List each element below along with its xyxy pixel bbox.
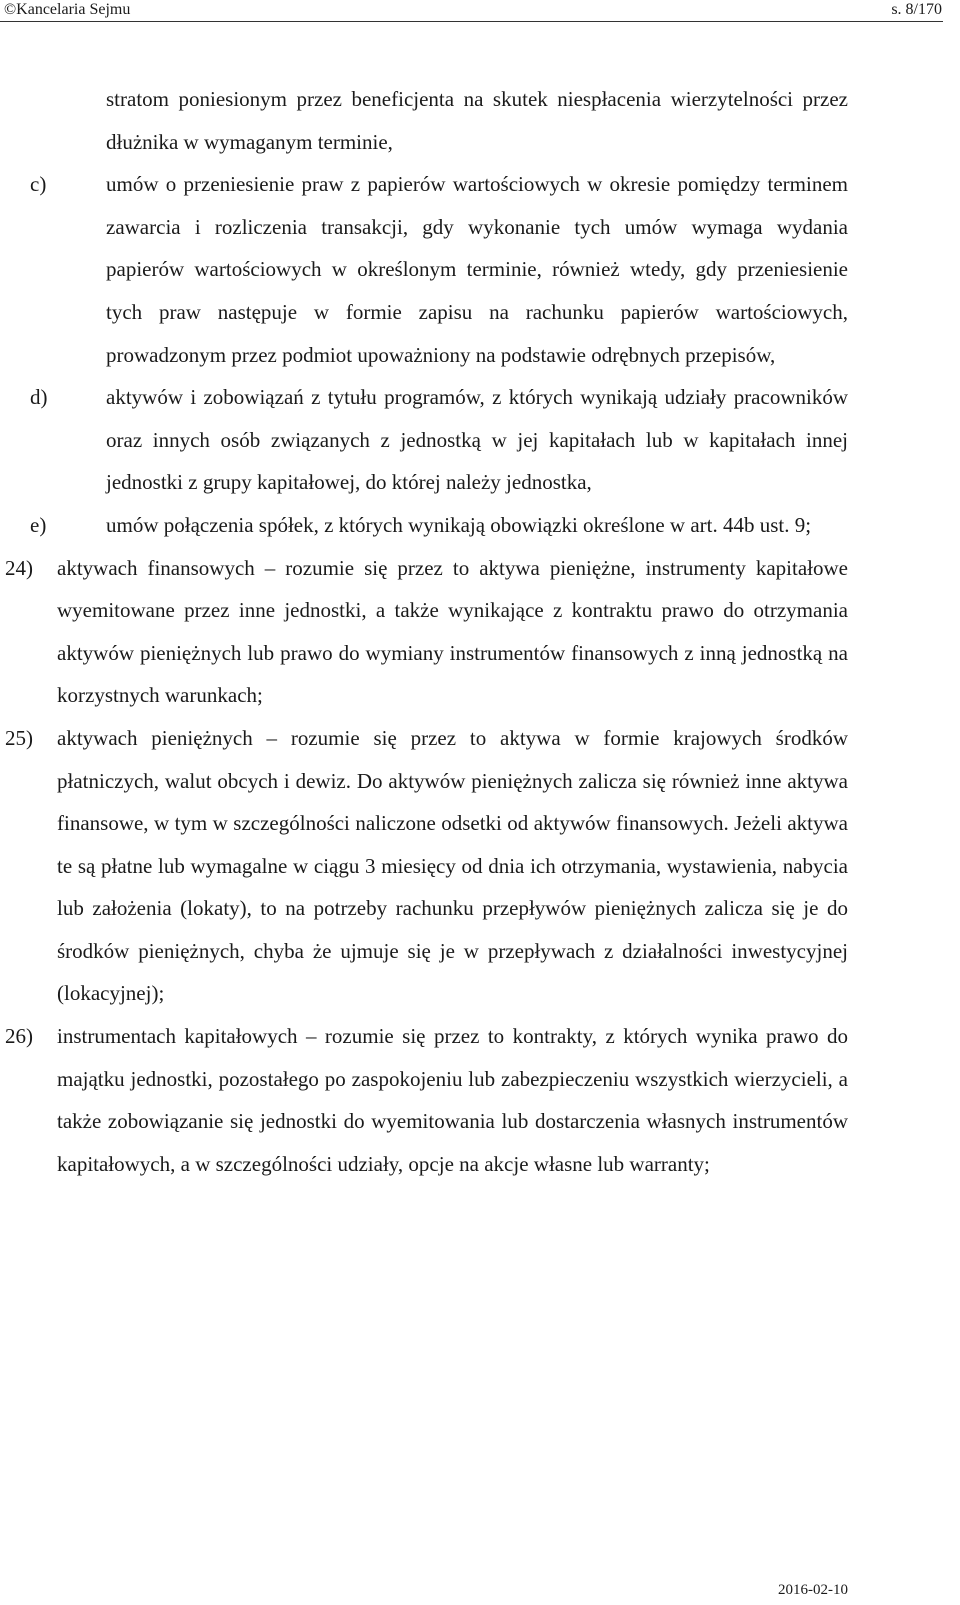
definition-item-24	[5, 547, 848, 717]
footer-date: 2016-02-10	[778, 1582, 848, 1598]
definition-text: aktywach pieniężnych – rozumie się przez to aktywa w formie krajowych środków płatniczych, walut obcych i dewiz. Do aktywów pieniężnych zalicza się również inne aktywa finansowe, w tym w szczególności naliczone odsetki od aktywów finansowych. Jeżeli aktywa te są płatne lub wymagalne w ciągu 3 miesięcy od dnia ich otrzymania, wystawienia, nabycia lub założenia (lokaty), to na potrzeby rachunku przepływów pieniężnych zalicza się je do środków pieniężnych, chyba że ujmuje się je w przepływach z działalności inwestycyjnej (lokacyjnej);	[57, 725, 848, 1006]
header-source: ©Kancelaria Sejmu	[4, 1, 131, 18]
sub-item-label: e)	[30, 512, 47, 537]
sub-item-label: c)	[30, 172, 47, 197]
header-page-number: s. 8/170	[891, 1, 942, 18]
definition-number: 26)	[5, 1024, 33, 1049]
sub-item-text: aktywów i zobowiązań z tytułu programów, z których wynikają udziały pracowników oraz innych osób związanych z jednostką w jej kapitałach lub w kapitałach innej jednostki z grupy kapitałowej, do której należy jednostka,	[106, 385, 848, 495]
header-rule	[0, 21, 943, 22]
continuation-paragraph: stratom poniesionym przez beneficjenta na skutek niespłacenia wierzytelności przez dłużnika w wymaganym terminie,	[106, 87, 848, 154]
definition-text: aktywach finansowych – rozumie się przez to aktywa pieniężne, instrumenty kapitałowe wyemitowane przez inne jednostki, a także wynikające z kontraktu prawo do otrzymania aktywów pieniężnych lub prawo do wymiany instrumentów finansowych z inną jednostką na korzystnych warunkach;	[57, 555, 848, 708]
definition-number: 24)	[5, 555, 33, 580]
sub-item-text: umów o przeniesienie praw z papierów wartościowych w okresie pomiędzy terminem zawarcia i rozliczenia transakcji, gdy wykonanie tych umów wymaga wydania papierów wartościowych w określonym terminie, również wtedy, gdy przeniesienie tych praw następuje w formie zapisu na rachunku papierów wartościowych, prowadzonym przez podmiot upoważniony na podstawie odrębnych przepisów,	[106, 172, 848, 367]
document-body	[0, 78, 960, 1185]
definition-item-26	[5, 1015, 848, 1185]
sub-item-d	[30, 376, 848, 504]
definition-number: 25)	[5, 725, 33, 750]
sub-item-c	[30, 163, 848, 376]
definition-text: instrumentach kapitałowych – rozumie się przez to kontrakty, z których wynika prawo do majątku jednostki, pozostałego po zaspokojeniu lub zabezpieczeniu wszystkich wierzycieli, a także zobowiązanie się jednostki do wyemitowania lub dostarczenia własnych instrumentów kapitałowych, a w szczególności udziały, opcje na akcje własne lub warranty;	[57, 1024, 848, 1176]
sub-item-e	[30, 504, 848, 547]
sub-item-label: d)	[30, 385, 48, 410]
page-header	[0, 0, 960, 22]
sub-item-text: umów połączenia spółek, z których wynikają obowiązki określone w art. 44b ust. 9;	[106, 512, 812, 537]
definition-item-25	[5, 717, 848, 1015]
